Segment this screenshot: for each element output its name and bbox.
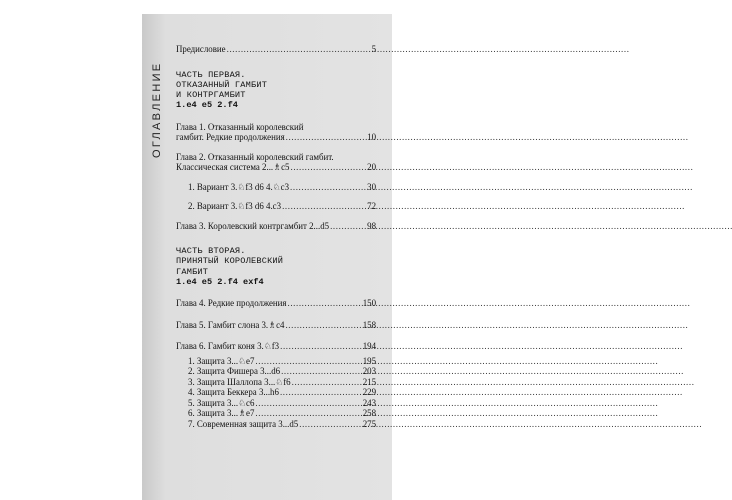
part-moves: 1.e4 e5 2.f4 exf4 [176, 277, 264, 288]
entry-label: 7. Современная защита 3...d5 [188, 418, 299, 429]
entry-page: 72 [367, 201, 376, 212]
dot-leader [282, 201, 366, 212]
part-title-line: И КОНТРГАМБИТ [176, 90, 246, 101]
dot-leader [227, 44, 371, 55]
toc-entry-chapter-6[interactable] [176, 341, 376, 352]
entry-label: гамбит. Редкие продолжения [176, 132, 285, 143]
dot-leader [281, 366, 362, 377]
entry-label: Классическая система 2...♗c5 [176, 162, 290, 173]
entry-label: 2. Защита Фишера 3...d6 [188, 366, 281, 377]
part-moves: 1.e4 e5 2.f4 [176, 100, 238, 111]
entry-page: 215 [362, 376, 376, 387]
toc-entry-variation-1[interactable] [176, 182, 376, 193]
dot-leader [255, 398, 361, 409]
entry-page: 20 [367, 162, 376, 173]
part2-heading [176, 246, 376, 287]
entry-label: 6. Защита 3...♗e7 [188, 408, 255, 419]
toc-entry-defense-3[interactable] [176, 377, 376, 388]
toc-entry-preface[interactable] [176, 44, 376, 55]
part1-heading [176, 70, 376, 111]
entry-page: 195 [362, 355, 376, 366]
dot-leader [290, 162, 366, 173]
entry-page: 10 [367, 132, 376, 143]
entry-page: 158 [362, 319, 376, 330]
entry-page: 229 [362, 387, 376, 398]
dot-leader [285, 320, 361, 331]
part-title-line: ЧАСТЬ ВТОРАЯ. [176, 246, 246, 257]
entry-label: 1. Защита 3...♘e7 [188, 355, 255, 366]
part-title-line: ГАМБИТ [176, 266, 209, 277]
toc-entry-chapter-2[interactable] [176, 152, 376, 173]
vertical-title-text: ОГЛАВЛЕНИЕ [151, 61, 163, 158]
entry-label: Глава 2. Отказанный королевский гамбит. [176, 151, 334, 162]
part-title-line: ЧАСТЬ ПЕРВАЯ. [176, 69, 246, 80]
toc-entry-variation-2[interactable] [176, 201, 376, 212]
entry-label: Глава 1. Отказанный королевский [176, 121, 304, 132]
dot-leader [280, 341, 362, 352]
dot-leader [299, 419, 361, 430]
entry-label: Глава 3. Королевский контргамбит 2...d5 [176, 220, 330, 231]
dot-leader [290, 182, 366, 193]
entry-page: 203 [362, 366, 376, 377]
toc-entry-defense-5[interactable] [176, 398, 376, 409]
dot-leader [280, 387, 362, 398]
toc-entry-defense-7[interactable] [176, 419, 376, 430]
entry-page: 258 [362, 408, 376, 419]
toc-entry-defense-6[interactable] [176, 408, 376, 419]
entry-page: 275 [362, 418, 376, 429]
entry-label: Глава 5. Гамбит слона 3.♗c4 [176, 319, 285, 330]
entry-label: Глава 6. Гамбит коня 3.♘f3 [176, 341, 280, 352]
entry-label: 1. Вариант 3.♘f3 d6 4.♘c3 [188, 181, 290, 192]
toc-entry-chapter-4[interactable] [176, 298, 376, 309]
dot-leader [255, 408, 361, 419]
part-title-line: ПРИНЯТЫЙ КОРОЛЕВСКИЙ [176, 256, 284, 267]
entry-label: 3. Защита Шаллопа 3...♘f6 [188, 376, 291, 387]
entry-page: 243 [362, 397, 376, 408]
table-of-contents [176, 44, 376, 429]
entry-label: Предисловие [176, 44, 226, 54]
toc-entry-defense-2[interactable] [176, 366, 376, 377]
dot-leader [255, 356, 361, 367]
entry-label: 4. Защита Беккера 3...h6 [188, 387, 279, 398]
entry-page: 5 [371, 44, 376, 54]
entry-page: 150 [362, 298, 376, 309]
entry-label: 5. Защита 3...♘c6 [188, 397, 255, 408]
dot-leader [330, 221, 366, 232]
toc-entry-chapter-3[interactable] [176, 221, 376, 232]
dot-leader [286, 132, 366, 143]
dot-leader [287, 298, 361, 309]
toc-entry-defense-4[interactable] [176, 387, 376, 398]
entry-label: 2. Вариант 3.♘f3 d6 4.c3 [188, 201, 282, 212]
entry-page: 194 [362, 341, 376, 352]
entry-label: Глава 4. Редкие продолжения [176, 298, 287, 309]
toc-entry-chapter-1[interactable] [176, 122, 376, 143]
dot-leader [292, 377, 362, 388]
toc-entry-defense-1[interactable] [176, 356, 376, 367]
entry-page: 98 [367, 220, 376, 231]
entry-page: 30 [367, 181, 376, 192]
toc-entry-chapter-5[interactable] [176, 320, 376, 331]
part-title-line: ОТКАЗАННЫЙ ГАМБИТ [176, 79, 268, 90]
